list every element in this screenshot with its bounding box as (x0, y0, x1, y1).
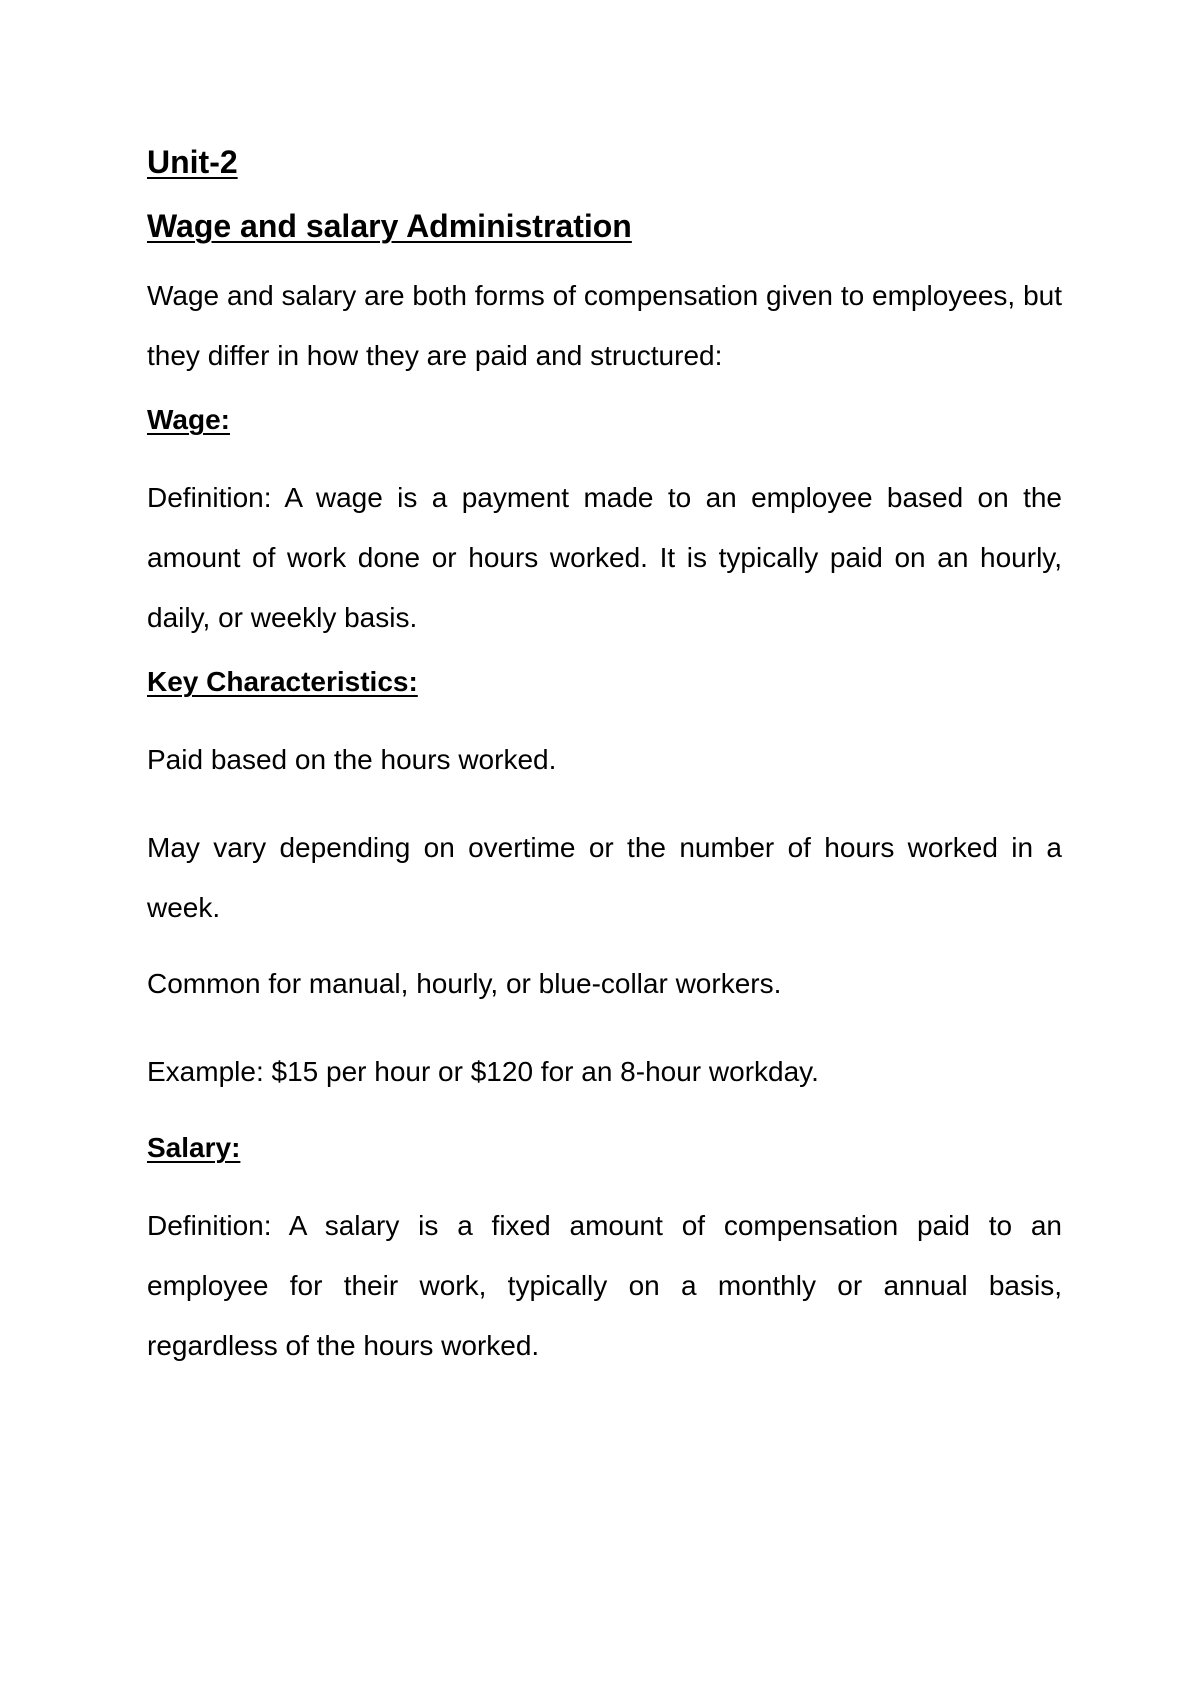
characteristic-item: Paid based on the hours worked. (147, 744, 557, 775)
wage-definition: Definition: A wage is a payment made to an employee based on the amount of work done or hours worked. It is typically paid on an hourly, daily, or weekly basis. (147, 482, 1062, 633)
key-characteristics-heading: Key Characteristics: (147, 666, 418, 697)
wage-heading: Wage: (147, 404, 230, 435)
salary-definition: Definition: A salary is a fixed amount of compensation paid to an employee for their work, typically on a monthly or annual basis, regardless of the hours worked. (147, 1210, 1062, 1361)
unit-title: Unit-2 (147, 144, 238, 180)
characteristic-item: Example: $15 per hour or $120 for an 8-hour workday. (147, 1056, 819, 1087)
salary-heading: Salary: (147, 1132, 241, 1163)
document-body (147, 142, 1062, 1392)
document-title: Wage and salary Administration (147, 208, 632, 244)
intro-paragraph: Wage and salary are both forms of compensation given to employees, but they differ in how they are paid and structured: (147, 280, 1062, 371)
characteristic-item: May vary depending on overtime or the number of hours worked in a week. (147, 832, 1062, 923)
characteristic-item: Common for manual, hourly, or blue-collar workers. (147, 968, 782, 999)
